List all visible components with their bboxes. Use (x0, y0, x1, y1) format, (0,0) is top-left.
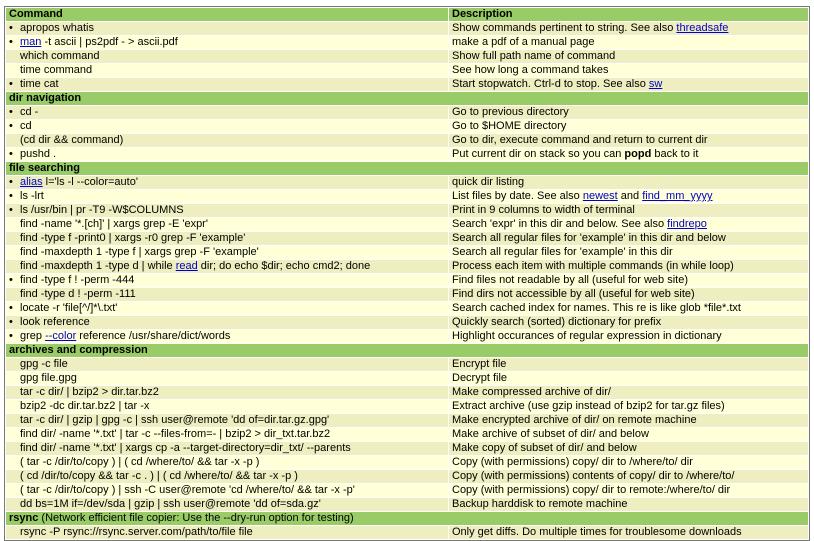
inline-link[interactable]: find_mm_yyyy (642, 190, 713, 202)
command-cell (6, 330, 448, 343)
command-reference-table (4, 6, 810, 541)
text-segment: Search all regular files for 'example' in this dir (452, 246, 673, 258)
table-row (6, 232, 808, 245)
description-cell (449, 330, 808, 343)
command-cell (6, 484, 448, 497)
text-segment: reference /usr/share/dict/words (76, 330, 231, 342)
section-header-row (6, 512, 808, 525)
table-row (6, 456, 808, 469)
text-segment: Show commands pertinent to string. See also (452, 22, 677, 34)
text-segment: ( cd /dir/to/copy && tar -c . ) | ( cd /where/to/ && tar -x -p ) (20, 470, 298, 482)
text-segment: Decrypt file (452, 372, 508, 384)
table-row (6, 288, 808, 301)
text-segment: ( tar -c /dir/to/copy ) | ssh -C user@remote 'cd /where/to/ && tar -x -p' (20, 484, 355, 496)
table-row (6, 120, 808, 133)
description-cell (449, 204, 808, 217)
table-row (6, 218, 808, 231)
bullet-icon: • (9, 274, 13, 286)
table-row (6, 372, 808, 385)
text-segment: ls /usr/bin | pr -T9 -W$COLUMNS (20, 204, 184, 216)
description-cell (449, 64, 808, 77)
table-row (6, 36, 808, 49)
description-cell (449, 50, 808, 63)
bullet-icon: • (9, 22, 13, 34)
text-segment: back to it (651, 148, 699, 160)
section-header (6, 92, 808, 105)
description-cell (449, 36, 808, 49)
section-header (6, 344, 808, 357)
command-cell (6, 190, 448, 203)
text-segment: Go to previous directory (452, 106, 569, 118)
command-cell (6, 414, 448, 427)
column-header-description: Description (449, 8, 808, 21)
table-row (6, 484, 808, 497)
inline-link[interactable]: sw (648, 78, 663, 90)
command-cell (6, 36, 448, 49)
text-segment: dir navigation (9, 92, 82, 104)
text-segment: find -name '*.[ch]' | xargs grep -E 'expr' (20, 218, 208, 230)
command-cell (6, 246, 448, 259)
command-cell (6, 106, 448, 119)
bullet-icon: • (9, 204, 13, 216)
bullet-icon: • (9, 190, 13, 202)
text-segment: find -maxdepth 1 -type d | while (20, 260, 176, 272)
command-cell (6, 134, 448, 147)
description-cell (449, 316, 808, 329)
description-cell (449, 442, 808, 455)
text-segment: dd bs=1M if=/dev/sda | gzip | ssh user@remote 'dd of=sda.gz' (20, 498, 321, 510)
table-row (6, 204, 808, 217)
table-row (6, 386, 808, 399)
text-segment: l='ls -l --color=auto' (42, 176, 138, 188)
text-segment: quick dir listing (452, 176, 525, 188)
text-segment: (cd dir && command) (20, 134, 124, 146)
description-cell (449, 246, 808, 259)
text-segment: archives and compression (9, 344, 148, 356)
description-cell (449, 400, 808, 413)
text-segment: locate -r 'file[^/]*\.txt' (20, 302, 118, 314)
description-cell (449, 428, 808, 441)
table-row (6, 302, 808, 315)
text-segment: Extract archive (use gzip instead of bzip2 for tar.gz files) (452, 400, 725, 412)
text-segment: Search 'expr' in this dir and below. See also (452, 218, 668, 230)
bullet-icon: • (9, 36, 13, 48)
text-segment: time cat (20, 78, 59, 90)
table-row (6, 134, 808, 147)
table-row (6, 260, 808, 273)
bullet-icon: • (9, 316, 13, 328)
table-row (6, 470, 808, 483)
description-cell (449, 232, 808, 245)
inline-link[interactable]: findrepo (667, 218, 707, 230)
command-cell (6, 470, 448, 483)
text-segment: and (617, 190, 643, 202)
table-row (6, 442, 808, 455)
command-cell (6, 148, 448, 161)
text-segment: Search all regular files for 'example' in this dir and below (452, 232, 726, 244)
table-row (6, 400, 808, 413)
text-segment: file searching (9, 162, 80, 174)
table-row (6, 358, 808, 371)
bullet-icon: • (9, 78, 13, 90)
table-row (6, 316, 808, 329)
command-cell (6, 22, 448, 35)
text-segment: time command (20, 64, 93, 76)
text-segment: popd (624, 148, 652, 160)
text-segment: Highlight occurances of regular expression in dictionary (452, 330, 722, 342)
description-cell (449, 148, 808, 161)
description-cell (449, 484, 808, 497)
description-cell (449, 260, 808, 273)
bullet-icon: • (9, 330, 13, 342)
description-cell (449, 120, 808, 133)
bullet-icon: • (9, 302, 13, 314)
description-cell (449, 106, 808, 119)
text-segment: rsync -P rsync://rsync.server.com/path/to/file file (20, 526, 253, 538)
table-row (6, 414, 808, 427)
text-segment: tar -c dir/ | gzip | gpg -c | ssh user@remote 'dd of=dir.tar.gz.gpg' (20, 414, 330, 426)
table-row (6, 330, 808, 343)
text-segment: which command (20, 50, 100, 62)
text-segment: Go to dir, execute command and return to current dir (452, 134, 708, 146)
description-cell (449, 218, 808, 231)
table-row (6, 22, 808, 35)
command-cell (6, 260, 448, 273)
text-segment: tar -c dir/ | bzip2 > dir.tar.bz2 (20, 386, 159, 398)
text-segment: (Network efficient file copier: Use the --dry-run option for testing) (38, 512, 354, 524)
command-cell (6, 442, 448, 455)
text-segment: find -type f -print0 | xargs -r0 grep -F 'example' (20, 232, 246, 244)
text-segment: find dir/ -name '*.txt' | tar -c --files-from=- | bzip2 > dir_txt.tar.bz2 (20, 428, 331, 440)
description-cell (449, 386, 808, 399)
text-segment: rsync (9, 512, 39, 524)
table-row (6, 498, 808, 511)
description-cell (449, 414, 808, 427)
text-segment: make a pdf of a manual page (452, 36, 595, 48)
command-cell (6, 274, 448, 287)
text-segment: look reference (20, 316, 90, 328)
text-segment: find -type d ! -perm -111 (20, 288, 136, 300)
text-segment: dir; do echo $dir; echo cmd2; done (197, 260, 371, 272)
section-header-row (6, 92, 808, 105)
command-cell (6, 456, 448, 469)
command-cell (6, 50, 448, 63)
description-cell (449, 274, 808, 287)
bullet-icon: • (9, 176, 13, 188)
command-cell (6, 218, 448, 231)
text-segment: apropos whatis (20, 22, 94, 34)
text-segment: gpg file.gpg (20, 372, 77, 384)
text-segment: Make encrypted archive of dir/ on remote machine (452, 414, 697, 426)
table-row (6, 176, 808, 189)
text-segment: Search cached index for names. This re is like glob *file*.txt (452, 302, 741, 314)
text-segment: Make copy of subset of dir/ and below (452, 442, 637, 454)
command-cell (6, 428, 448, 441)
command-cell (6, 498, 448, 511)
description-cell (449, 302, 808, 315)
table-row (6, 64, 808, 77)
section-header-row (6, 162, 808, 175)
text-segment: List files by date. See also (452, 190, 583, 202)
text-segment: grep (20, 330, 46, 342)
text-segment: ls -lrt (20, 190, 44, 202)
section-header-row (6, 344, 808, 357)
text-segment: Copy (with permissions) contents of copy/ dir to /where/to/ (452, 470, 735, 482)
table-row (6, 50, 808, 63)
text-segment: Put current dir on stack so you can (452, 148, 625, 160)
text-segment: Go to $HOME directory (452, 120, 567, 132)
command-cell (6, 120, 448, 133)
description-cell (449, 372, 808, 385)
text-segment: See how long a command takes (452, 64, 609, 76)
table-row (6, 428, 808, 441)
description-cell (449, 358, 808, 371)
bullet-icon: • (9, 148, 13, 160)
inline-link[interactable]: newest (582, 190, 618, 202)
text-segment: Make archive of subset of dir/ and below (452, 428, 649, 440)
text-segment: pushd . (20, 148, 57, 160)
text-segment: Only get diffs. Do multiple times for troublesome downloads (452, 526, 742, 538)
text-segment: Copy (with permissions) copy/ dir to /where/to/ dir (452, 456, 693, 468)
text-segment: Quickly search (sorted) dictionary for prefix (452, 316, 662, 328)
description-cell (449, 78, 808, 91)
description-cell (449, 22, 808, 35)
text-segment: Process each item with multiple commands (in while loop) (452, 260, 734, 272)
table-body (6, 22, 808, 539)
text-segment: Backup harddisk to remote machine (452, 498, 628, 510)
text-segment: Find dirs not accessible by all (useful for web site) (452, 288, 695, 300)
column-header-command: Command (6, 8, 448, 21)
table-row (6, 148, 808, 161)
text-segment: Show full path name of command (452, 50, 616, 62)
text-segment: ( tar -c /dir/to/copy ) | ( cd /where/to/ && tar -x -p ) (20, 456, 260, 468)
command-cell (6, 64, 448, 77)
command-cell (6, 288, 448, 301)
text-segment: Make compressed archive of dir/ (452, 386, 611, 398)
text-segment: Start stopwatch. Ctrl-d to stop. See also (452, 78, 649, 90)
description-cell (449, 288, 808, 301)
text-segment: gpg -c file (20, 358, 68, 370)
command-cell (6, 232, 448, 245)
description-cell (449, 470, 808, 483)
command-cell (6, 78, 448, 91)
command-cell (6, 302, 448, 315)
inline-link[interactable]: alias (20, 176, 43, 188)
table-row (6, 246, 808, 259)
section-header (6, 162, 808, 175)
text-segment: -t ascii | ps2pdf - > ascii.pdf (41, 36, 178, 48)
table-row (6, 190, 808, 203)
text-segment: cd (20, 120, 32, 132)
command-cell (6, 316, 448, 329)
description-cell (449, 176, 808, 189)
text-segment: find -maxdepth 1 -type f | xargs grep -F 'example' (20, 246, 259, 258)
command-cell (6, 386, 448, 399)
table-row (6, 274, 808, 287)
table-header-row (6, 8, 808, 21)
description-cell (449, 190, 808, 203)
table-row (6, 78, 808, 91)
command-cell (6, 358, 448, 371)
text-segment: Print in 9 columns to width of terminal (452, 204, 635, 216)
inline-link[interactable]: read (175, 260, 198, 272)
section-header (6, 512, 808, 525)
bullet-icon: • (9, 106, 13, 118)
text-segment: cd - (20, 106, 39, 118)
text-segment: find -type f ! -perm -444 (20, 274, 135, 286)
text-segment: Find files not readable by all (useful for web site) (452, 274, 689, 286)
description-cell (449, 456, 808, 469)
table-row (6, 106, 808, 119)
text-segment: Copy (with permissions) copy/ dir to remote:/where/to/ dir (452, 484, 731, 496)
command-cell (6, 204, 448, 217)
inline-link[interactable]: threadsafe (676, 22, 729, 34)
command-cell (6, 176, 448, 189)
text-segment: bzip2 -dc dir.tar.bz2 | tar -x (20, 400, 150, 412)
description-cell (449, 498, 808, 511)
description-cell (449, 134, 808, 147)
inline-link[interactable]: --color (45, 330, 77, 342)
command-cell (6, 372, 448, 385)
bullet-icon: • (9, 120, 13, 132)
text-segment: find dir/ -name '*.txt' | xargs cp -a --target-directory=dir_txt/ --parents (20, 442, 351, 454)
text-segment: Encrypt file (452, 358, 507, 370)
inline-link[interactable]: man (20, 36, 42, 48)
command-cell (6, 400, 448, 413)
